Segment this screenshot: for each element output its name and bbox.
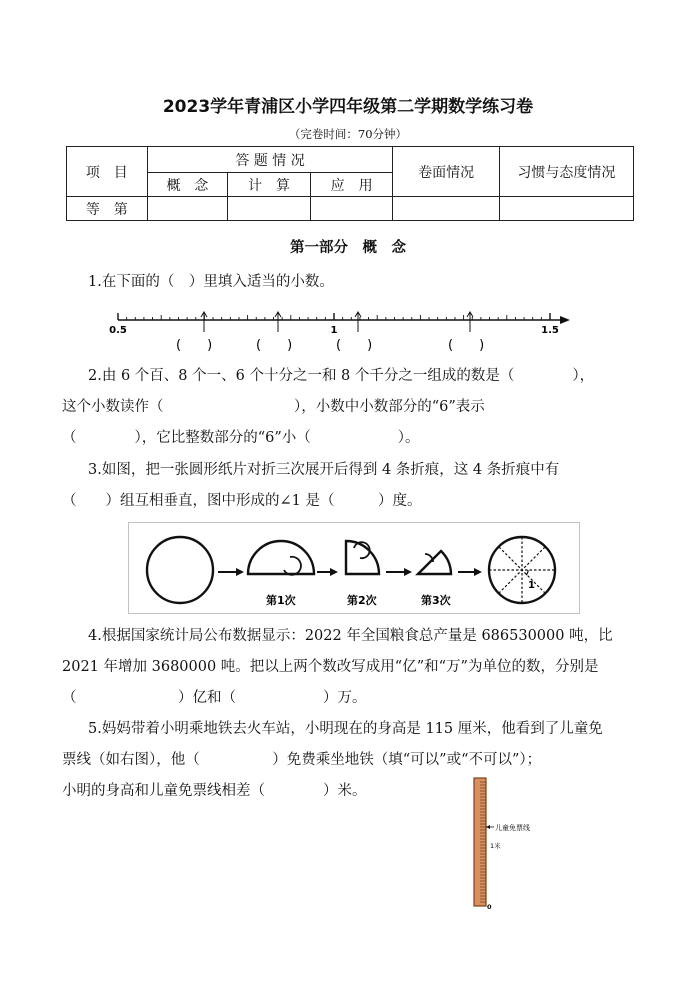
grade-habit-cell[interactable] bbox=[499, 197, 633, 221]
step3-label: 第3次 bbox=[421, 594, 451, 607]
q4-line2: 2021 年增加 3680000 吨。把以上两个数改写成用“亿”和“万”为单位的数，分别是 bbox=[62, 659, 599, 675]
circle-paper bbox=[147, 537, 213, 603]
number-line bbox=[100, 308, 580, 358]
habit-header: 习惯与态度情况 bbox=[499, 147, 633, 197]
grade-concept-cell[interactable] bbox=[147, 197, 228, 221]
grade-apply-cell[interactable] bbox=[310, 197, 393, 221]
q5-line1: 5.妈妈带着小明乘地铁去火车站，小明现在的身高是 115 厘米，他看到了儿童免 bbox=[88, 721, 603, 737]
q2-line3: （ ），它比整数部分的“6”小（ ）。 bbox=[62, 430, 420, 446]
q4-line3: （ ）亿和（ ）万。 bbox=[62, 690, 367, 706]
answer-brackets bbox=[176, 338, 484, 353]
q2-line1: 2.由 6 个百、8 个一、6 个十分之一和 8 个千分之一组成的数是（ ）， bbox=[88, 368, 595, 384]
bracket-c[interactable]: ( ) bbox=[336, 338, 373, 353]
q5-line3: 小明的身高和儿童免票线相差（ ）米。 bbox=[62, 783, 367, 799]
grade-label: 等 第 bbox=[67, 197, 148, 221]
answer-header: 答 题 情 况 bbox=[147, 147, 393, 173]
page-header: 卷面情况 bbox=[393, 147, 499, 197]
pointer-arrow bbox=[355, 312, 361, 332]
bracket-d[interactable]: ( ) bbox=[448, 338, 485, 353]
concept-header: 概 念 bbox=[147, 173, 228, 197]
score-table bbox=[66, 146, 634, 221]
grade-calc-cell[interactable] bbox=[228, 197, 311, 221]
angle-1-label: 1 bbox=[528, 580, 535, 591]
step1-label: 第1次 bbox=[266, 594, 296, 607]
q1-text: 1.在下面的（ ）里填入适当的小数。 bbox=[88, 274, 334, 290]
ruler-ticks bbox=[480, 782, 486, 902]
q3-line1: 3.如图，把一张圆形纸片对折三次展开后得到 4 条折痕，这 4 条折痕中有 bbox=[88, 462, 560, 478]
q2-line2: 这个小数读作（ ），小数中小数部分的“6”表示 bbox=[62, 399, 485, 415]
label-1: 1 bbox=[330, 325, 338, 336]
q5-line2: 票线（如右图），他（ ）免费乘坐地铁（填“可以”或“不可以”）； bbox=[62, 752, 542, 768]
eighth-sector bbox=[418, 551, 451, 574]
number-line-arrow bbox=[560, 316, 570, 324]
meter-label: 1米 bbox=[490, 842, 501, 850]
q4-line1: 4.根据国家统计局公布数据显示：2022 年全国粮食总产量是 686530000 吨，比 bbox=[88, 628, 613, 644]
grade-page-cell[interactable] bbox=[393, 197, 499, 221]
calc-header: 计 算 bbox=[228, 173, 311, 197]
bracket-b[interactable]: ( ) bbox=[256, 338, 293, 353]
exam-duration: （完卷时间：70分钟） bbox=[288, 127, 408, 141]
part1-heading: 第一部分 概 念 bbox=[290, 239, 406, 256]
step2-label: 第2次 bbox=[347, 594, 377, 607]
item-header: 项 目 bbox=[67, 147, 148, 197]
free-line-label: 儿童免票线 bbox=[495, 824, 530, 832]
apply-header: 应 用 bbox=[310, 173, 393, 197]
half-circle bbox=[248, 541, 314, 574]
pointer-arrow bbox=[201, 312, 207, 332]
pointer-arrow bbox=[467, 312, 473, 332]
folding-diagram bbox=[128, 522, 580, 614]
bracket-a[interactable]: ( ) bbox=[176, 338, 213, 353]
pointer-arrow bbox=[275, 312, 281, 332]
height-ruler bbox=[468, 776, 568, 912]
page-title: 2023学年青浦区小学四年级第二学期数学练习卷 bbox=[162, 97, 534, 117]
label-1-5: 1.5 bbox=[541, 325, 559, 336]
label-0-5: 0.5 bbox=[109, 325, 127, 336]
q3-line2: （ ）组互相垂直，图中形成的∠1 是（ ）度。 bbox=[62, 493, 422, 509]
zero-label: 0 bbox=[487, 903, 492, 911]
